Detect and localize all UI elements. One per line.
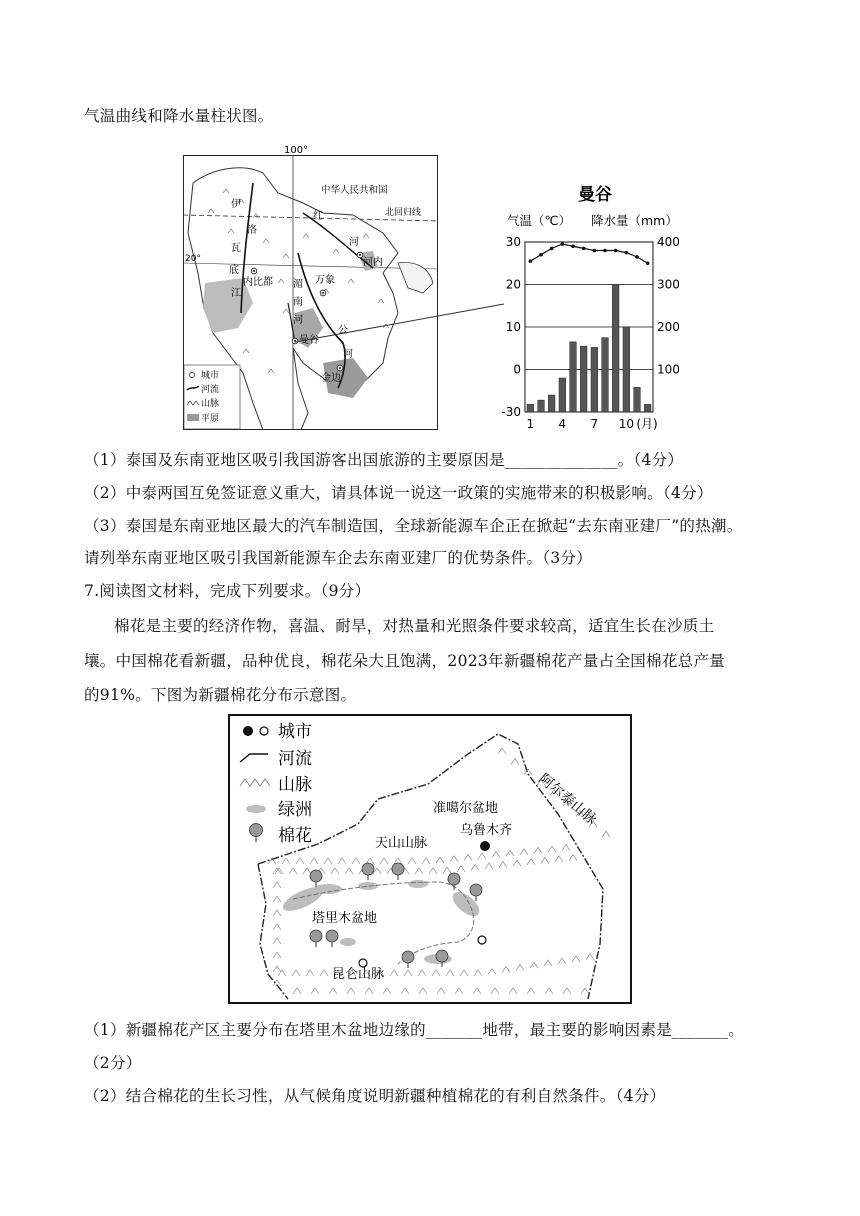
river-label: 河	[293, 315, 303, 326]
precip-bar	[559, 378, 566, 412]
precip-bar	[644, 404, 651, 412]
q7-material-line: 棉花是主要的经济作物，喜温、耐旱，对热量和光照条件要求较高，适宜生长在沙质土	[114, 617, 715, 635]
city-dot-icon	[478, 936, 486, 944]
q7-material-line: 壤。中国棉花看新疆，品种优良，棉花朵大且饱满，2023年新疆棉花产量占全国棉花总产量	[84, 652, 726, 670]
legend-label: 山脉	[278, 775, 312, 795]
q7-material-line: 的91%。下图为新疆棉花分布示意图。	[84, 686, 357, 704]
cotton-marker	[392, 863, 404, 875]
plain-patch-icon	[187, 414, 199, 421]
intro-text: 气温曲线和降水量柱状图。	[84, 107, 274, 125]
connector-line	[290, 300, 510, 350]
cotton-marker	[326, 930, 338, 942]
precip-bar	[612, 285, 619, 413]
river-label: 洛	[247, 225, 257, 236]
temperature-point	[571, 244, 575, 248]
river-label: 红	[313, 211, 323, 222]
right-tick-label: 300	[657, 277, 680, 292]
legend-label: 棉花	[278, 826, 312, 846]
city-dot-icon	[190, 373, 195, 378]
precip-bar	[538, 400, 545, 412]
legend-label: 城市	[201, 371, 220, 381]
left-tick-label: 30	[505, 235, 521, 249]
chart-title: 曼谷	[578, 185, 612, 205]
question-7-1-score: （2分）	[84, 1054, 142, 1072]
river-label: 瓦	[231, 243, 241, 254]
left-tick-label: 20	[505, 277, 521, 292]
legend-label: 河流	[278, 749, 312, 769]
x-tick-label: 4	[558, 417, 567, 430]
precip-bar	[591, 347, 598, 412]
city-label: 曼谷	[299, 335, 319, 346]
temperature-point	[603, 249, 607, 253]
precip-bar	[602, 338, 609, 412]
question-6-3-cont: 请列举东南亚地区吸引我国新能源车企去东南亚建厂的优势条件。（3分）	[84, 549, 593, 567]
river-label: 河	[349, 237, 359, 248]
legend-label: 河流	[201, 385, 220, 395]
right-tick-label: 400	[657, 235, 680, 249]
x-axis-label: (月)	[636, 417, 658, 430]
left-tick-label: 0	[513, 362, 521, 377]
temperature-point	[582, 247, 586, 251]
left-tick-label: 10	[505, 320, 521, 334]
river-label: 河	[343, 349, 353, 360]
precip-bar	[548, 395, 555, 412]
question-6-2: （2）中泰两国互免签证意义重大，请具体说一说这一政策的实施带来的积极影响。（4分）	[84, 484, 713, 502]
longitude-label: 100°	[284, 145, 309, 156]
oasis-icon	[246, 805, 266, 813]
precip-bar	[580, 346, 587, 412]
precip-bar	[623, 327, 630, 412]
legend-label: 平原	[201, 414, 220, 424]
temperature-point	[561, 242, 565, 246]
cotton-marker	[470, 884, 482, 896]
river-label: 南	[293, 297, 303, 308]
river-label: 底	[229, 265, 239, 276]
river-label: 江	[231, 288, 241, 299]
legend-label: 山脉	[201, 399, 220, 409]
temperature-point	[646, 261, 650, 265]
junggar-label: 准噶尔盆地	[433, 801, 499, 816]
city-label: 金边	[321, 373, 341, 384]
precip-bar	[527, 404, 534, 412]
tropic-label: 北回归线	[385, 208, 422, 218]
precip-bar	[570, 342, 577, 412]
river-label: 公	[338, 325, 348, 336]
kunlun-label: 昆仑山脉	[332, 967, 385, 982]
temperature-point	[614, 249, 618, 253]
temperature-point	[625, 251, 629, 255]
bangkok-climate-chart	[495, 180, 695, 430]
river-label: 湄	[293, 279, 303, 290]
city-label: 内比都	[243, 277, 273, 288]
right-axis-label: 降水量（mm）	[591, 213, 678, 228]
question-6-1: （1）泰国及东南亚地区吸引我国游客出国旅游的主要原因是______________。（4分）	[84, 451, 684, 469]
precip-bar	[634, 387, 641, 412]
city-label: 河内	[363, 257, 383, 268]
temperature-line	[530, 244, 647, 263]
cotton-marker	[402, 951, 414, 963]
legend-label: 绿洲	[278, 800, 312, 820]
city-dots-icon	[243, 726, 253, 736]
southeast-asia-map	[183, 143, 438, 430]
right-tick-label: 200	[657, 320, 680, 334]
river-label: 伊	[231, 199, 241, 210]
urumqi-label: 乌鲁木齐	[460, 823, 513, 838]
temperature-point	[635, 255, 639, 259]
cotton-marker	[436, 950, 448, 962]
city-dot-icon	[359, 959, 367, 967]
question-7-1: （1）新疆棉花产区主要分布在塔里木盆地边缘的_______地带，最主要的影响因素是_______。	[84, 1021, 745, 1039]
cotton-marker	[362, 863, 374, 875]
city-label: 万象	[315, 275, 335, 286]
tianshan-label: 天山山脉	[375, 836, 428, 851]
left-tick-label: -30	[501, 405, 521, 419]
question-7-2: （2）结合棉花的生长习性，从气候角度说明新疆种植棉花的有利自然条件。（4分）	[84, 1087, 666, 1105]
right-tick-label: 100	[657, 362, 680, 377]
x-tick-label: 1	[526, 417, 535, 430]
question-6-3: （3）泰国是东南亚地区最大的汽车制造国，全球新能源车企正在掀起“去东南亚建厂”的热潮。	[84, 517, 743, 535]
cotton-marker	[310, 870, 322, 882]
country-label: 中华人民共和国	[321, 185, 388, 196]
cotton-marker	[310, 930, 322, 942]
xinjiang-cotton-map	[228, 714, 632, 1004]
temperature-point	[593, 249, 597, 253]
temperature-point	[550, 247, 554, 251]
urumqi-dot-icon	[480, 841, 490, 851]
latitude-label: 20°	[185, 254, 201, 264]
temperature-point	[539, 253, 543, 257]
x-tick-label: 10	[618, 417, 634, 430]
left-axis-label: 气温（℃）	[507, 213, 572, 228]
altai-label: 阿尔泰山脉	[535, 770, 600, 829]
x-tick-label: 7	[590, 417, 599, 430]
cotton-marker	[448, 873, 460, 885]
temperature-point	[529, 259, 533, 263]
tarim-label: 塔里木盆地	[312, 911, 378, 926]
legend-label: 城市	[278, 722, 312, 742]
question-7-title: 7.阅读图文材料，完成下列要求。（9分）	[84, 582, 371, 600]
